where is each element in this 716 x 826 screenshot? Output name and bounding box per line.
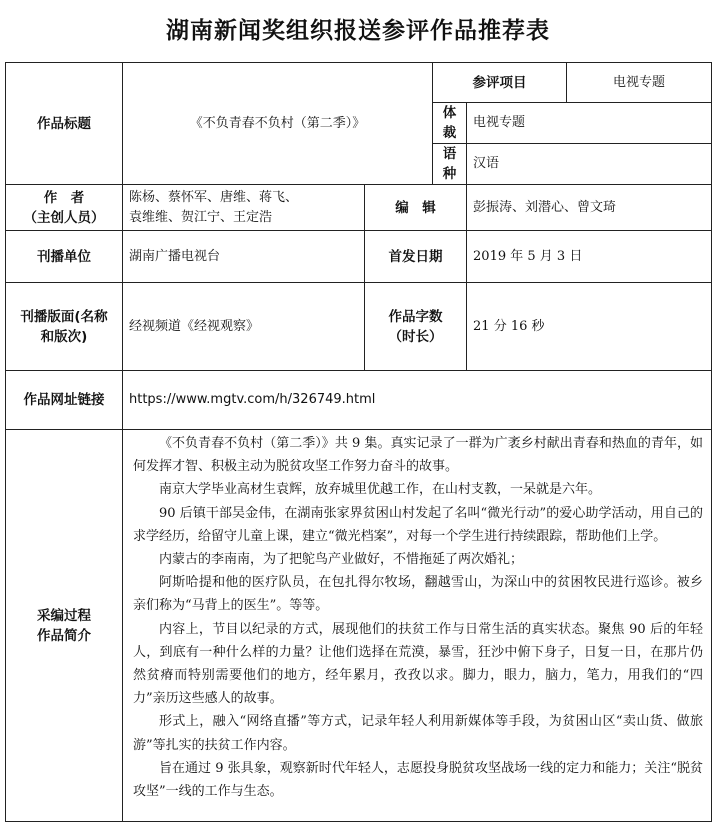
publisher-value: 湖南广播电视台 [123,231,365,283]
summary-paragraph: 南京大学毕业高材生袁辉，放弃城里优越工作，在山村支教，一呆就是六年。 [159,482,602,498]
section-label-line1: 刊播版面(名称 [20,308,108,325]
editor-label: 编 辑 [365,185,467,231]
word-count-label-line1: 作品字数 [388,308,443,325]
summary-label [6,430,123,822]
row-summary [6,430,712,822]
editor-value: 彭振涛、刘潜心、曾文琦 [467,185,712,231]
summary-paragraph: 90 后镇干部吴金伟，在湖南张家界贫困山村发起了名叫“微光行动”的爱心助学活动，用自己的求学经历，给留守儿童上课，建立“微光档案”，对每一个学生进行持续跟踪，帮助他们上学。 [133,505,704,544]
entry-category-label: 参评项目 [433,63,567,103]
url-link[interactable]: https://www.mgtv.com/h/326749.html [123,371,712,430]
summary-label-line1: 采编过程 [37,607,91,624]
row-url [6,371,712,430]
language-value: 汉语 [467,144,712,185]
recommendation-form-table [5,62,712,822]
genre-value: 电视专题 [467,103,712,144]
word-count-value: 21 分 16 秒 [467,283,712,371]
summary-paragraph: 形式上，融入“网络直播”等方式，记录年轻人利用新媒体等手段，为贫困山区“卖山货、做旅游”等扎实的扶贫工作内容。 [133,714,704,753]
page-title: 湖南新闻奖组织报送参评作品推荐表 [166,18,550,44]
section-value: 经视频道《经视观察》 [123,283,365,371]
row-author [6,185,712,231]
row-section [6,283,712,371]
summary-label-line2: 作品简介 [37,627,91,644]
summary-paragraph: 旨在通过 9 张具象，观察新时代年轻人，志愿投身脱贫攻坚战场一线的定力和能力；关注“脱贫攻坚”一线的工作与生态。 [133,760,704,800]
row-publisher [6,231,712,283]
author-label [6,185,123,231]
genre-label: 体裁 [433,103,467,144]
work-title-value: 《不负青春不负村（第二季）》 [123,63,433,185]
summary-body [123,430,712,822]
author-value-line2: 袁维维、贺江宁、王定浩 [129,209,273,225]
word-count-label [365,283,467,371]
author-value-line1: 陈杨、蔡怀军、唐维、蒋飞、 [129,189,299,205]
author-label-line2: （主创人员） [23,209,105,226]
work-title-label: 作品标题 [6,63,123,185]
summary-paragraph: 《不负青春不负村（第二季）》共 9 集。真实记录了一群为广袤乡村献出青春和热血的青年，如何发挥才智、积极主动为脱贫攻坚工作努力奋斗的故事。 [133,436,704,475]
entry-category-value: 电视专题 [567,63,712,103]
author-label-line1: 作 者 [43,189,85,206]
word-count-label-line2: （时长） [388,328,443,345]
row-category [6,63,712,103]
summary-paragraph: 阿斯哈提和他的医疗队员，在包扎得尔牧场，翻越雪山，为深山中的贫困牧民进行巡诊。被乡亲们称为“马背上的医生”。等等。 [133,575,704,614]
summary-paragraph: 内蒙古的李南南，为了把鸵鸟产业做好，不惜拖延了两次婚礼； [159,552,524,568]
author-value [123,185,365,231]
summary-paragraph: 内容上，节目以纪录的方式，展现他们的扶贫工作与日常生活的真实状态。聚焦 90 后的年轻人，到底有一种什么样的力量？让他们选择在荒漠，暴雪，狂沙中俯下身子，日复一日，在那片仍然贫瘠而特别需要他们的地方，经年累月，孜孜以求。脚力，眼力，脑力，笔力，用我们的“四力”亲历这些感人的故事。 [133,621,704,707]
publisher-label: 刊播单位 [6,231,123,283]
section-label-line2: 和版次) [40,328,88,345]
first-date-value: 2019 年 5 月 3 日 [467,231,712,283]
first-date-label: 首发日期 [365,231,467,283]
section-label [6,283,123,371]
url-label: 作品网址链接 [6,371,123,430]
language-label: 语种 [433,144,467,185]
